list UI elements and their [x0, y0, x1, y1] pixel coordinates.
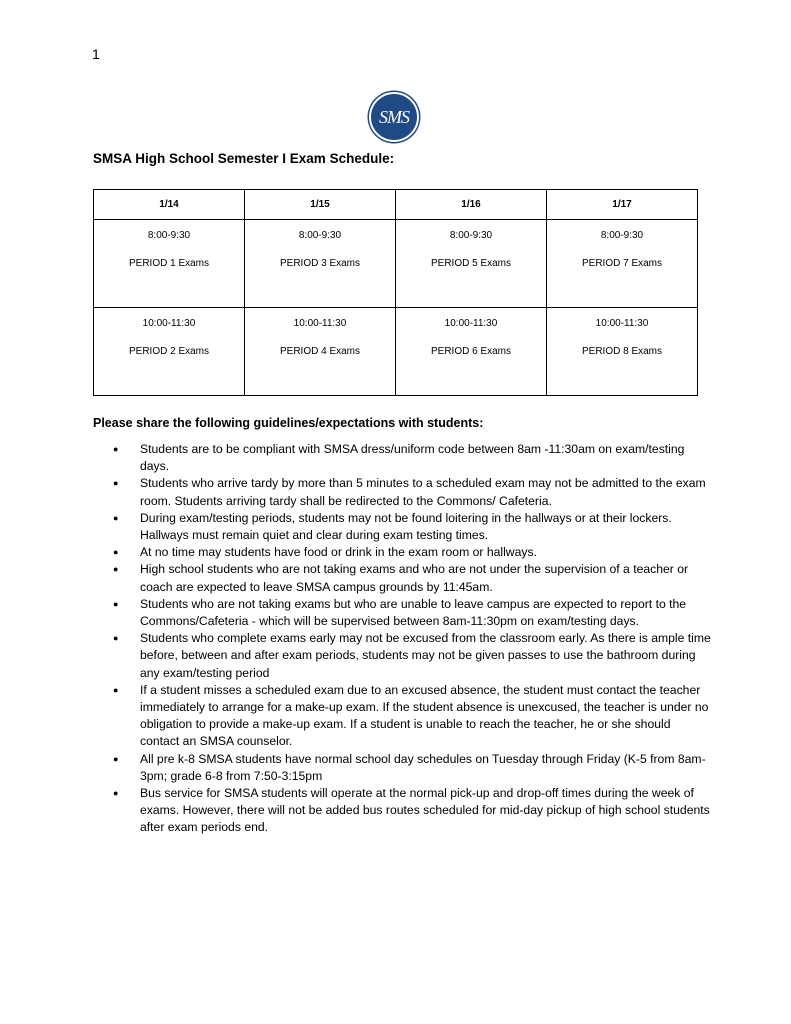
schedule-cell: [547, 308, 698, 396]
day-header: 1/15: [245, 190, 396, 220]
list-item: ● Bus service for SMSA students will operate at the normal pick-up and drop-off times during the week of exams. However, there will not be added bus routes scheduled for mid-day pickup of high school students after exam periods end.: [93, 785, 713, 837]
guidelines-list: [93, 441, 713, 837]
logo-monogram: SMS: [379, 106, 409, 127]
schedule-cell: [94, 220, 245, 308]
slot-time: 10:00-11:30: [595, 318, 649, 329]
slot-time: 10:00-11:30: [444, 318, 498, 329]
slot-exam: PERIOD 7 Exams: [581, 258, 663, 269]
schedule-cell: [245, 220, 396, 308]
slot-exam: PERIOD 3 Exams: [279, 258, 361, 269]
slot-exam: PERIOD 4 Exams: [279, 346, 361, 357]
slot-exam: PERIOD 2 Exams: [128, 346, 210, 357]
list-item: ● High school students who are not taking exams and who are not under the supervision of a teacher or coach are expected to leave SMSA campus grounds by 11:45am.: [93, 561, 713, 595]
slot-time: 8:00-9:30: [600, 230, 644, 241]
table-row: [94, 308, 698, 396]
day-header: 1/14: [94, 190, 245, 220]
slot-time: 8:00-9:30: [449, 230, 493, 241]
school-logo: [369, 92, 419, 142]
list-item: ● Students who arrive tardy by more than 5 minutes to a scheduled exam may not be admitted to the exam room. Students arriving tardy shall be redirected to the Commons/ Cafeteria.: [93, 475, 713, 509]
slot-time: 8:00-9:30: [298, 230, 342, 241]
slot-time: 10:00-11:30: [293, 318, 347, 329]
slot-exam: PERIOD 8 Exams: [581, 346, 663, 357]
page-number: 1: [92, 46, 100, 62]
day-header: 1/16: [396, 190, 547, 220]
day-header: 1/17: [547, 190, 698, 220]
table-header-row: [94, 190, 698, 220]
list-item: ● At no time may students have food or drink in the exam room or hallways.: [93, 544, 713, 561]
slot-exam: PERIOD 6 Exams: [430, 346, 512, 357]
document-title: SMSA High School Semester I Exam Schedule:: [93, 151, 395, 166]
list-item: ● If a student misses a scheduled exam due to an excused absence, the student must contact the teacher immediately to arrange for a make-up exam. If the student absence is unexcused, the teacher is under no obligation to provide a make-up exam. If a student is unable to reach the teacher, he or she should contact an SMSA counselor.: [93, 682, 713, 751]
schedule-cell: [396, 308, 547, 396]
table-row: [94, 220, 698, 308]
list-item: ● Students are to be compliant with SMSA dress/uniform code between 8am -11:30am on exam/testing days.: [93, 441, 713, 475]
slot-time: 10:00-11:30: [142, 318, 196, 329]
schedule-cell: [396, 220, 547, 308]
guidelines-heading: Please share the following guidelines/expectations with students:: [93, 416, 484, 430]
exam-schedule-table: [93, 189, 698, 396]
list-item: ● Students who complete exams early may not be excused from the classroom early. As there is ample time before, between and after exam periods, students may not be given passes to use the bathroom during any exam/testing period: [93, 630, 713, 682]
slot-time: 8:00-9:30: [147, 230, 191, 241]
list-item: ● All pre k-8 SMSA students have normal school day schedules on Tuesday through Friday (K-5 from 8am-3pm; grade 6-8 from 7:50-3:15pm: [93, 751, 713, 785]
list-item: ● Students who are not taking exams but who are unable to leave campus are expected to report to the Commons/Cafeteria - which will be supervised between 8am-11:30pm on exam/testing days.: [93, 596, 713, 630]
schedule-cell: [245, 308, 396, 396]
slot-exam: PERIOD 5 Exams: [430, 258, 512, 269]
list-item: ● During exam/testing periods, students may not be found loitering in the hallways or at their lockers. Hallways must remain quiet and clear during exam testing times.: [93, 510, 713, 544]
schedule-cell: [94, 308, 245, 396]
slot-exam: PERIOD 1 Exams: [128, 258, 210, 269]
schedule-cell: [547, 220, 698, 308]
